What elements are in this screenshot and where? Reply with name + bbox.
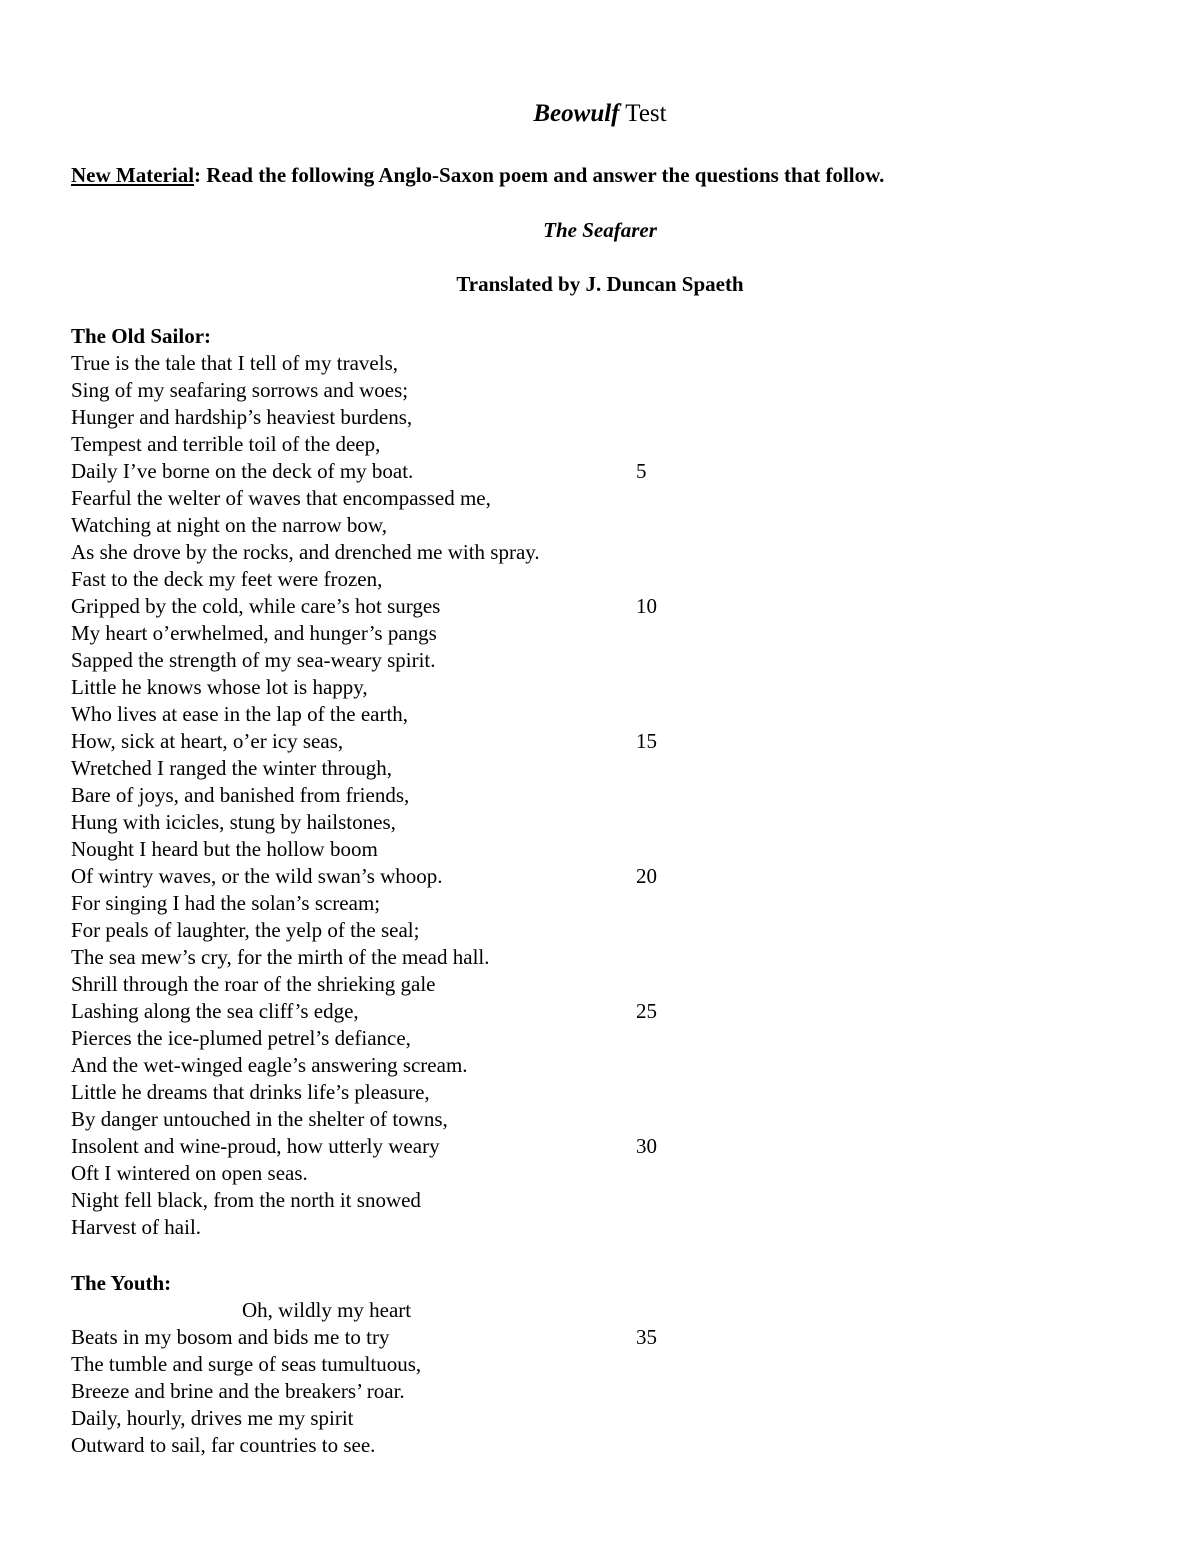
poem-line bbox=[71, 458, 771, 485]
poem-line-text: Beats in my bosom and bids me to try bbox=[71, 1325, 390, 1349]
poem-line bbox=[71, 809, 771, 836]
poem-line bbox=[71, 782, 771, 809]
poem-line bbox=[71, 1432, 771, 1459]
test-title-rest: Test bbox=[619, 100, 667, 127]
poem-line bbox=[71, 1214, 771, 1241]
poem-line-text: The sea mew’s cry, for the mirth of the mead hall. bbox=[71, 945, 490, 969]
poem-line-text: Watching at night on the narrow bow, bbox=[71, 513, 387, 537]
poem-line-text: Hunger and hardship’s heaviest burdens, bbox=[71, 405, 413, 429]
poem-line bbox=[71, 377, 771, 404]
poem-line-text: For peals of laughter, the yelp of the seal; bbox=[71, 918, 420, 942]
poem-line bbox=[71, 1187, 771, 1214]
poem-line bbox=[71, 404, 771, 431]
poem-line bbox=[71, 998, 771, 1025]
poem-line bbox=[71, 917, 771, 944]
poem-line-text: Little he dreams that drinks life’s pleasure, bbox=[71, 1080, 430, 1104]
poem-line-text: Oft I wintered on open seas. bbox=[71, 1161, 308, 1185]
poem-line bbox=[71, 1160, 771, 1187]
poem-line-text: Sing of my seafaring sorrows and woes; bbox=[71, 378, 409, 402]
poem-line-text: Fearful the welter of waves that encompassed me, bbox=[71, 486, 491, 510]
translator-credit: Translated by J. Duncan Spaeth bbox=[456, 272, 744, 296]
line-number: 30 bbox=[636, 1134, 657, 1158]
poem-line-text: True is the tale that I tell of my travels, bbox=[71, 351, 398, 375]
poem-line-text: Daily I’ve borne on the deck of my boat. bbox=[71, 459, 414, 483]
poem-line bbox=[71, 566, 771, 593]
poem-line-text: Tempest and terrible toil of the deep, bbox=[71, 432, 381, 456]
test-title bbox=[0, 97, 1200, 131]
test-title-italic: Beowulf bbox=[533, 100, 620, 127]
line-number: 35 bbox=[636, 1325, 657, 1349]
speaker-label: The Old Sailor: bbox=[71, 324, 212, 348]
section-youth bbox=[71, 1270, 771, 1459]
poem-line bbox=[71, 1351, 771, 1378]
poem-line-text: Daily, hourly, drives me my spirit bbox=[71, 1406, 354, 1430]
poem-line-text: Wretched I ranged the winter through, bbox=[71, 756, 393, 780]
section-old-sailor bbox=[71, 323, 771, 1241]
poem-line bbox=[71, 863, 771, 890]
instruction-label: New Material bbox=[71, 163, 195, 187]
poem-line-text: How, sick at heart, o’er icy seas, bbox=[71, 729, 344, 753]
poem-line bbox=[71, 539, 771, 566]
poem-line bbox=[71, 1025, 771, 1052]
poem-line-text: Of wintry waves, or the wild swan’s whoop. bbox=[71, 864, 443, 888]
poem-line-text: Lashing along the sea cliff’s edge, bbox=[71, 999, 359, 1023]
poem-line-text: Outward to sail, far countries to see. bbox=[71, 1433, 376, 1457]
poem-line-text: Night fell black, from the north it snowed bbox=[71, 1188, 421, 1212]
poem-line-text: Harvest of hail. bbox=[71, 1215, 202, 1239]
poem-line bbox=[71, 1378, 771, 1405]
poem-line bbox=[71, 890, 771, 917]
poem-line bbox=[71, 1079, 771, 1106]
poem-line bbox=[71, 674, 771, 701]
poem-line bbox=[71, 1405, 771, 1432]
poem-line-text: Sapped the strength of my sea-weary spirit. bbox=[71, 648, 436, 672]
poem-line bbox=[71, 593, 771, 620]
poem-line-text: Who lives at ease in the lap of the earth, bbox=[71, 702, 409, 726]
poem-line bbox=[71, 836, 771, 863]
poem-line bbox=[71, 647, 771, 674]
poem-line bbox=[71, 1106, 771, 1133]
poem-line-text: Fast to the deck my feet were frozen, bbox=[71, 567, 383, 591]
line-number: 25 bbox=[636, 999, 657, 1023]
poem-line bbox=[71, 1052, 771, 1079]
poem-title: The Seafarer bbox=[543, 218, 657, 242]
poem-line-text: My heart o’erwhelmed, and hunger’s pangs bbox=[71, 621, 437, 645]
poem-line bbox=[71, 728, 771, 755]
poem-line bbox=[71, 431, 771, 458]
poem-line bbox=[71, 755, 771, 782]
poem-line-text: Bare of joys, and banished from friends, bbox=[71, 783, 410, 807]
speaker-label: The Youth: bbox=[71, 1271, 172, 1295]
poem-line bbox=[71, 1133, 771, 1160]
instruction-text: : Read the following Anglo-Saxon poem and answer the questions that follow. bbox=[194, 163, 885, 187]
line-number: 10 bbox=[636, 594, 657, 618]
poem-line-text: By danger untouched in the shelter of towns, bbox=[71, 1107, 448, 1131]
poem-line-text: Hung with icicles, stung by hailstones, bbox=[71, 810, 396, 834]
poem-line-text: The tumble and surge of seas tumultuous, bbox=[71, 1352, 422, 1376]
poem-line-text: For singing I had the solan’s scream; bbox=[71, 891, 381, 915]
poem-line bbox=[71, 350, 771, 377]
poem-line-text: Oh, wildly my heart bbox=[242, 1298, 412, 1322]
poem-line-text: Insolent and wine-proud, how utterly weary bbox=[71, 1134, 440, 1158]
poem-line-text: And the wet-winged eagle’s answering scream. bbox=[71, 1053, 468, 1077]
poem-line-text: Shrill through the roar of the shrieking gale bbox=[71, 972, 436, 996]
poem-line-text: Pierces the ice-plumed petrel’s defiance, bbox=[71, 1026, 411, 1050]
poem-line bbox=[71, 512, 771, 539]
line-number: 5 bbox=[636, 459, 647, 483]
poem-line-text: Breeze and brine and the breakers’ roar. bbox=[71, 1379, 405, 1403]
line-number: 20 bbox=[636, 864, 657, 888]
poem-line-text: Little he knows whose lot is happy, bbox=[71, 675, 368, 699]
poem-line bbox=[71, 620, 771, 647]
poem-line bbox=[71, 701, 771, 728]
instructions bbox=[71, 160, 884, 190]
poem-line bbox=[71, 485, 771, 512]
poem-line bbox=[71, 971, 771, 998]
line-number: 15 bbox=[636, 729, 657, 753]
poem-line bbox=[71, 1297, 771, 1324]
poem-line-text: As she drove by the rocks, and drenched me with spray. bbox=[71, 540, 540, 564]
poem-line-text: Gripped by the cold, while care’s hot surges bbox=[71, 594, 441, 618]
poem-line bbox=[71, 944, 771, 971]
poem-line-text: Nought I heard but the hollow boom bbox=[71, 837, 378, 861]
poem-line bbox=[71, 1324, 771, 1351]
